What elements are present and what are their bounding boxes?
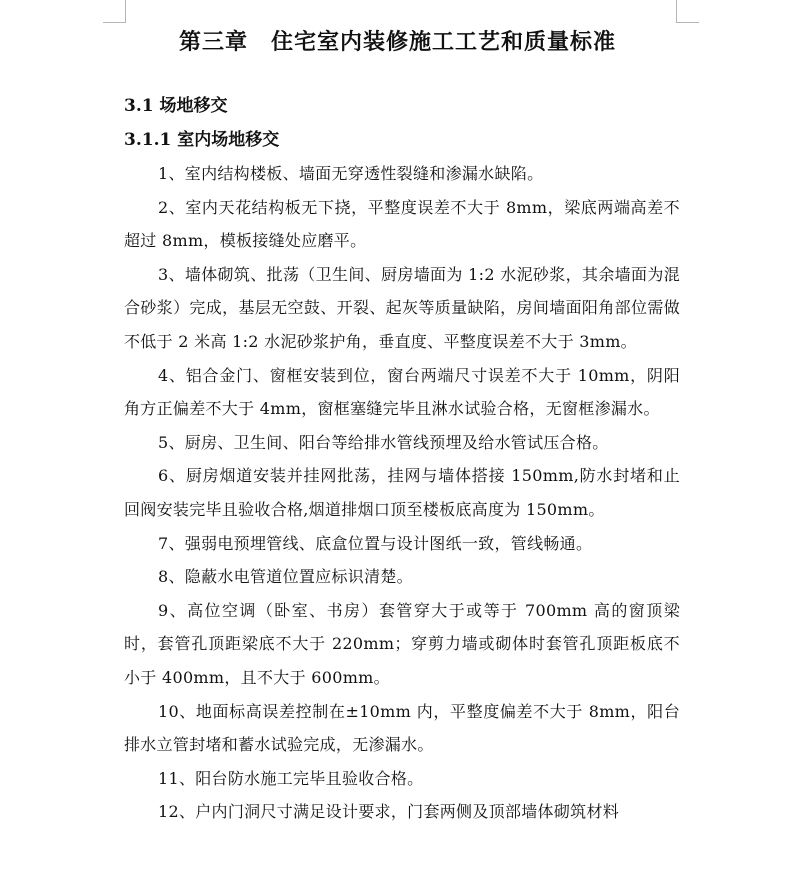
list-item-11: 11、阳台防水施工完毕且验收合格。	[158, 768, 424, 788]
list-item-7: 7、强弱电预埋管线、底盒位置与设计图纸一致，管线畅通。	[158, 533, 593, 553]
list-item-2: 2、室内天花结构板无下挠，平整度误差不大于 8mm，梁底两端高差不超过 8mm，模板接缝处应磨平。	[124, 197, 680, 251]
list-item-10: 10、地面标高误差控制在±10mm 内，平整度偏差不大于 8mm，阳台排水立管封堵和蓄水试验完成，无渗漏水。	[124, 701, 680, 755]
list-item-1: 1、室内结构楼板、墙面无穿透性裂缝和渗漏水缺陷。	[158, 164, 544, 183]
subsection-heading: 3.1.1 室内场地移交	[124, 130, 280, 150]
margin-corner-mark-right	[676, 0, 699, 23]
list-item-4: 4、铝合金门、窗框安装到位，窗台两端尺寸误差不大于 10mm，阴阳角方正偏差不大于 4mm，窗框塞缝完毕且淋水试验合格，无窗框渗漏水。	[124, 365, 680, 419]
chapter-title: 第三章 住宅室内装修施工工艺和质量标准	[178, 29, 616, 55]
document-body	[124, 157, 680, 829]
margin-corner-mark-left	[103, 0, 126, 23]
list-item-6: 6、厨房烟道安装并挂网批荡，挂网与墙体搭接 150mm,防水封堵和止回阀安装完毕且验收合格,烟道排烟口顶至楼板底高度为 150mm。	[124, 466, 680, 519]
list-item-5: 5、厨房、卫生间、阳台等给排水管线预埋及给水管试压合格。	[158, 432, 609, 452]
list-item-9: 9、高位空调（卧室、书房）套管穿大于或等于 700mm 高的窗顶梁时，套管孔顶距梁底不大于 220mm；穿剪力墙或砌体时套管孔顶距板底不小于 400mm，且不大于 600mm。	[124, 600, 680, 687]
list-item-8: 8、隐蔽水电管道位置应标识清楚。	[158, 567, 413, 587]
section-heading: 3.1 场地移交	[124, 96, 228, 116]
list-item-12: 12、户内门洞尺寸满足设计要求，门套两侧及顶部墙体砌筑材料	[158, 802, 620, 822]
list-item-3: 3、墙体砌筑、批荡（卫生间、厨房墙面为 1:2 水泥砂浆，其余墙面为混合砂浆）完成，基层无空鼓、开裂、起灰等质量缺陷，房间墙面阳角部位需做不低于 2 米高 1:2 水泥砂浆护角，垂直度、平整度误差不大于 3mm。	[124, 264, 680, 351]
